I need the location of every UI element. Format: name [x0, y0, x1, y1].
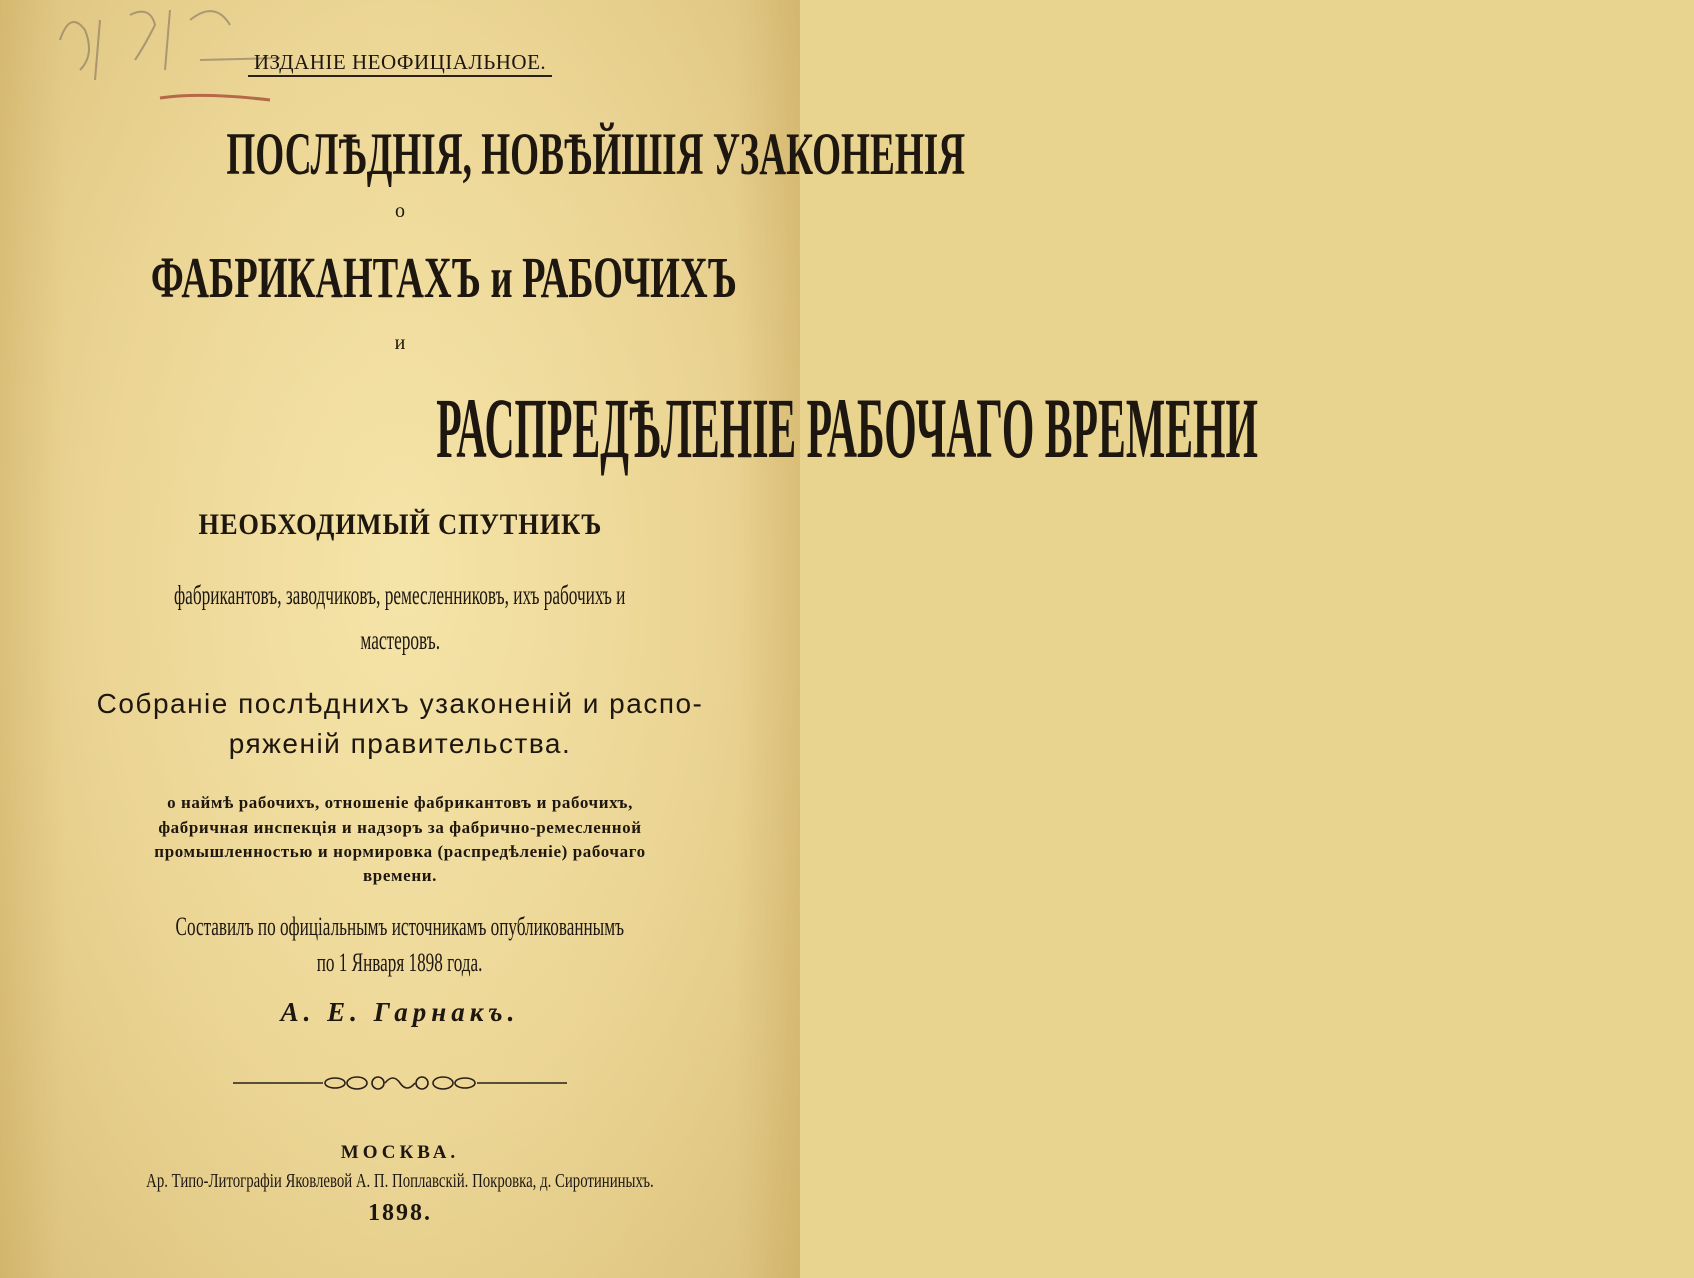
topics-line-4: времени. [363, 866, 437, 885]
topics-line-1: о наймѣ рабочихъ, отношенiе фабрикантовъ и рабочихъ, [167, 793, 633, 812]
topics-line-2: фабричная инспекцiя и надзоръ за фабрично-ремесленной [158, 818, 642, 837]
compiled-line-1: Составилъ по офицiальнымъ источникамъ опубликованнымъ [175, 912, 625, 941]
publication-city: МОСКВА. [340, 1142, 460, 1163]
audience-line-2: мастеровъ. [360, 625, 440, 655]
printer-line: Ар. Типо-Литографiи Яковлевой А. П. Поплавскiй. Покровка, д. Сиротининыхъ. [146, 1170, 654, 1192]
audience-line-1: фабрикантовъ, заводчиковъ, ремесленниковъ, ихъ рабочихъ и [174, 580, 626, 610]
author-name: А. Е. Гарнакъ. [280, 997, 520, 1027]
connector-i: и [394, 332, 406, 354]
edition-note: ИЗДАНIЕ НЕОФИЦIАЛЬНОЕ. [0, 50, 800, 75]
collection-line-2: ряженiй правительства. [228, 728, 572, 759]
compiled-line-2: по 1 Января 1898 года. [317, 948, 483, 977]
title-line-1: ПОСЛѢДНIЯ, НОВѢЙШIЯ УЗАКОНЕНIЯ [226, 121, 966, 187]
collection-line-1: Собранiе послѣднихъ узаконенiй и распо- [96, 688, 704, 719]
publication-year: 1898. [368, 1200, 432, 1226]
subtitle: НЕОБХОДИМЫЙ СПУТНИКЪ [198, 508, 602, 541]
ornamental-divider [233, 1070, 567, 1096]
topics-line-3: промышленностью и нормировка (распредѣленiе) рабочаго [154, 842, 646, 861]
connector-o: о [395, 200, 405, 222]
title-line-3: РАСПРЕДѢЛЕНIЕ РАБОЧАГО ВРЕМЕНИ [436, 380, 1258, 476]
title-line-2: ФАБРИКАНТАХЪ и РАБОЧИХЪ [150, 245, 737, 310]
